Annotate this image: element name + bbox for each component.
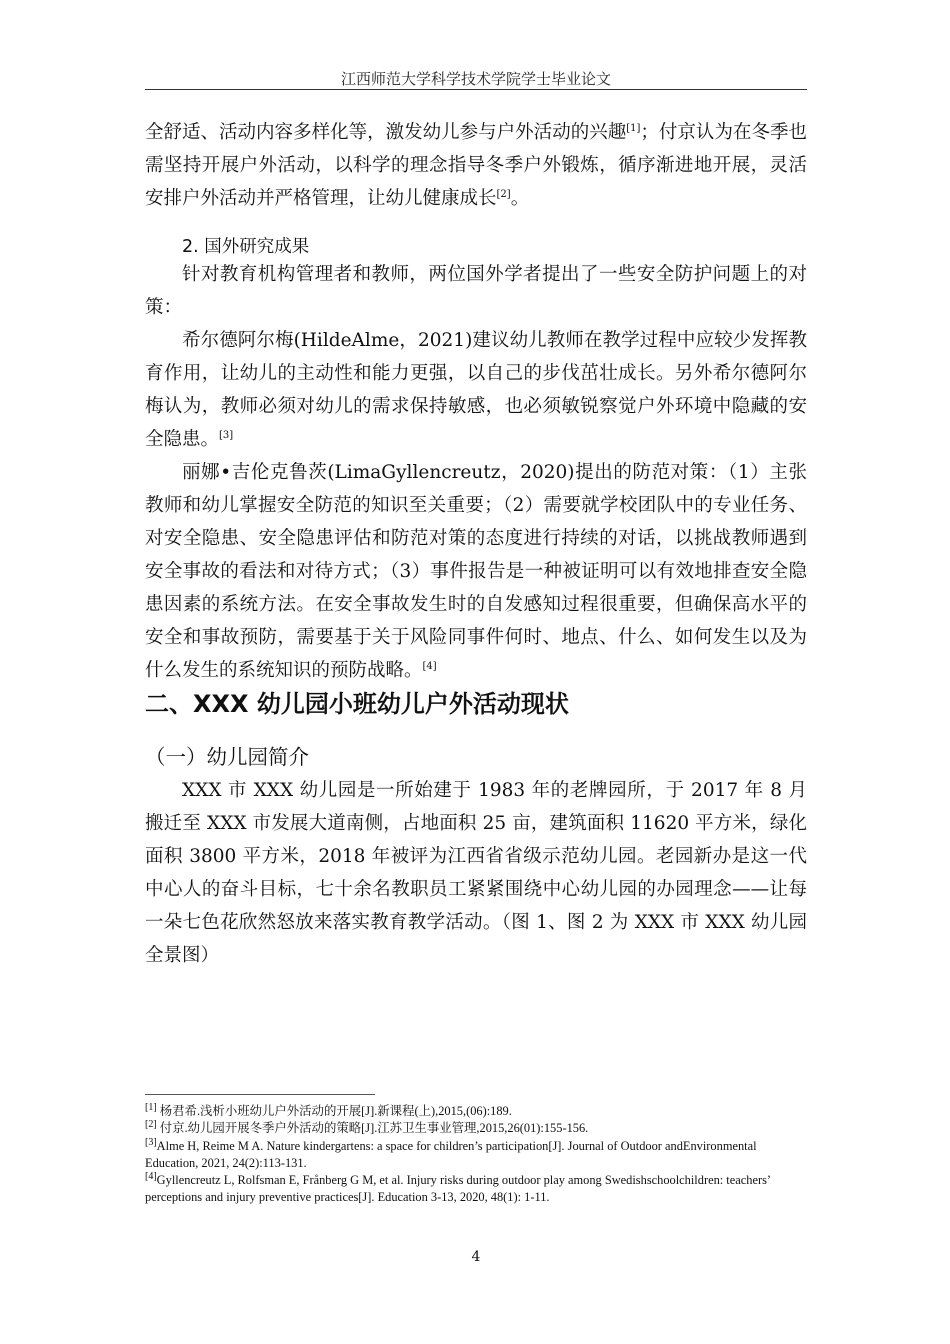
foreign-intro-paragraph: 针对教育机构管理者和教师，两位国外学者提出了一些安全防护问题上的对策： [145, 264, 807, 318]
citation-2: [2] [496, 188, 511, 200]
footnote-4-mark: [4] [145, 1171, 157, 1183]
footnote-2 [145, 1120, 807, 1137]
header-rule [145, 89, 807, 90]
kindergarten-paragraph: XXX 市 XXX 幼儿园是一所始建于 1983 年的老牌园所，于 2017 年 8 月搬迁至 XXX 市发展大道南侧，占地面积 25 亩，建筑面积 11620 平方米，绿化面积 3800 平方米，2018 年被评为江西省省级示范幼儿园。老园新办是这一代中心人的奋斗目标，七十余名教职员工紧紧围绕中心幼儿园的办园理念——让每一朵七色花欣然怒放来落实教育教学活动。（图 1、图 2 为 XXX 市 XXX 幼儿园全景图） [145, 780, 807, 966]
footnotes [145, 1103, 807, 1207]
citation-4: [4] [422, 660, 437, 672]
foreign-intro-block [145, 258, 807, 324]
footnote-rule [145, 1094, 375, 1095]
footnote-2-mark: [2] [145, 1119, 157, 1131]
lima-text: 丽娜•吉伦克鲁茨(LimaGyllencreutz，2020)提出的防范对策：（1）主张教师和幼儿掌握安全防范的知识至关重要；（2）需要就学校团队中的专业任务、对安全隐患、安全隐患评估和防范对策的态度进行持续的对话，以挑战教师遇到安全事故的看法和对待方式；（3）事件报告是一种被证明可以有效地排查安全隐患因素的系统方法。在安全事故发生时的自发感知过程很重要，但确保高水平的安全和事故预防，需要基于关于风险同事件何时、地点、什么、如何发生以及为什么发生的系统知识的预防战略。 [145, 462, 807, 681]
running-header: 江西师范大学科学技术学院学士毕业论文 [340, 70, 611, 88]
footnote-3-mark: [3] [145, 1136, 157, 1148]
intro-text-3: 。 [510, 188, 530, 209]
lima-paragraph [145, 456, 807, 687]
footnote-1-text: 杨君希.浅析小班幼儿户外活动的开展[J].新课程(上),2015,(06):189. [156, 1104, 512, 1118]
page-number: 4 [471, 1249, 481, 1265]
footnote-3 [145, 1138, 807, 1173]
hilde-paragraph [145, 324, 807, 456]
citation-3: [3] [219, 429, 234, 441]
intro-text-2: ；付京认为在冬季也需坚持开展户外活动，以科学的理念指导冬季户外锻炼，循序渐进地开展，灵活安排户外活动并严格管理，让幼儿健康成长 [145, 122, 807, 209]
lima-block [145, 456, 807, 687]
intro-text-1: 全舒适、活动内容多样化等，激发幼儿参与户外活动的兴趣 [145, 122, 627, 143]
intro-paragraph-block [145, 116, 807, 215]
hilde-block [145, 324, 807, 456]
kindergarten-block [145, 774, 807, 972]
footnote-4 [145, 1172, 807, 1207]
intro-paragraph [145, 116, 807, 215]
footnote-1 [145, 1103, 807, 1120]
hilde-text: 希尔德阿尔梅(HildeAlme，2021)建议幼儿教师在教学过程中应较少发挥教育作用，让幼儿的主动性和能力更强，以自己的步伐茁壮成长。另外希尔德阿尔梅认为，教师必须对幼儿的需求保持敏感，也必须敏锐察觉户外环境中隐藏的安全隐患。 [145, 330, 807, 450]
chapter-2-heading: 二、XXX 幼儿园小班幼儿户外活动现状 [145, 690, 569, 718]
section-intro-heading: （一）幼儿园简介 [145, 745, 309, 769]
section-foreign-heading: 2. 国外研究成果 [182, 237, 310, 257]
footnote-3-text: Alme H, Reime M A. Nature kindergartens: a space for children’s participation[J]. Journal of Outdoor andEnvironmental Education, 2021, 24(2):113-131. [145, 1138, 757, 1170]
footnote-2-text: 付京.幼儿园开展冬季户外活动的策略[J].江苏卫生事业管理,2015,26(01):155-156. [156, 1121, 589, 1136]
citation-1: [1] [626, 122, 641, 134]
footnote-1-mark: [1] [145, 1101, 157, 1113]
footnote-4-text: Gyllencreutz L, Rolfsman E, Frånberg G M, et al. Injury risks during outdoor play among Swedishschoolchildren: teachers’ perceptions and injury preventive practices[J]. Education 3-13, 2020, 48(1): 1-11. [145, 1173, 771, 1205]
